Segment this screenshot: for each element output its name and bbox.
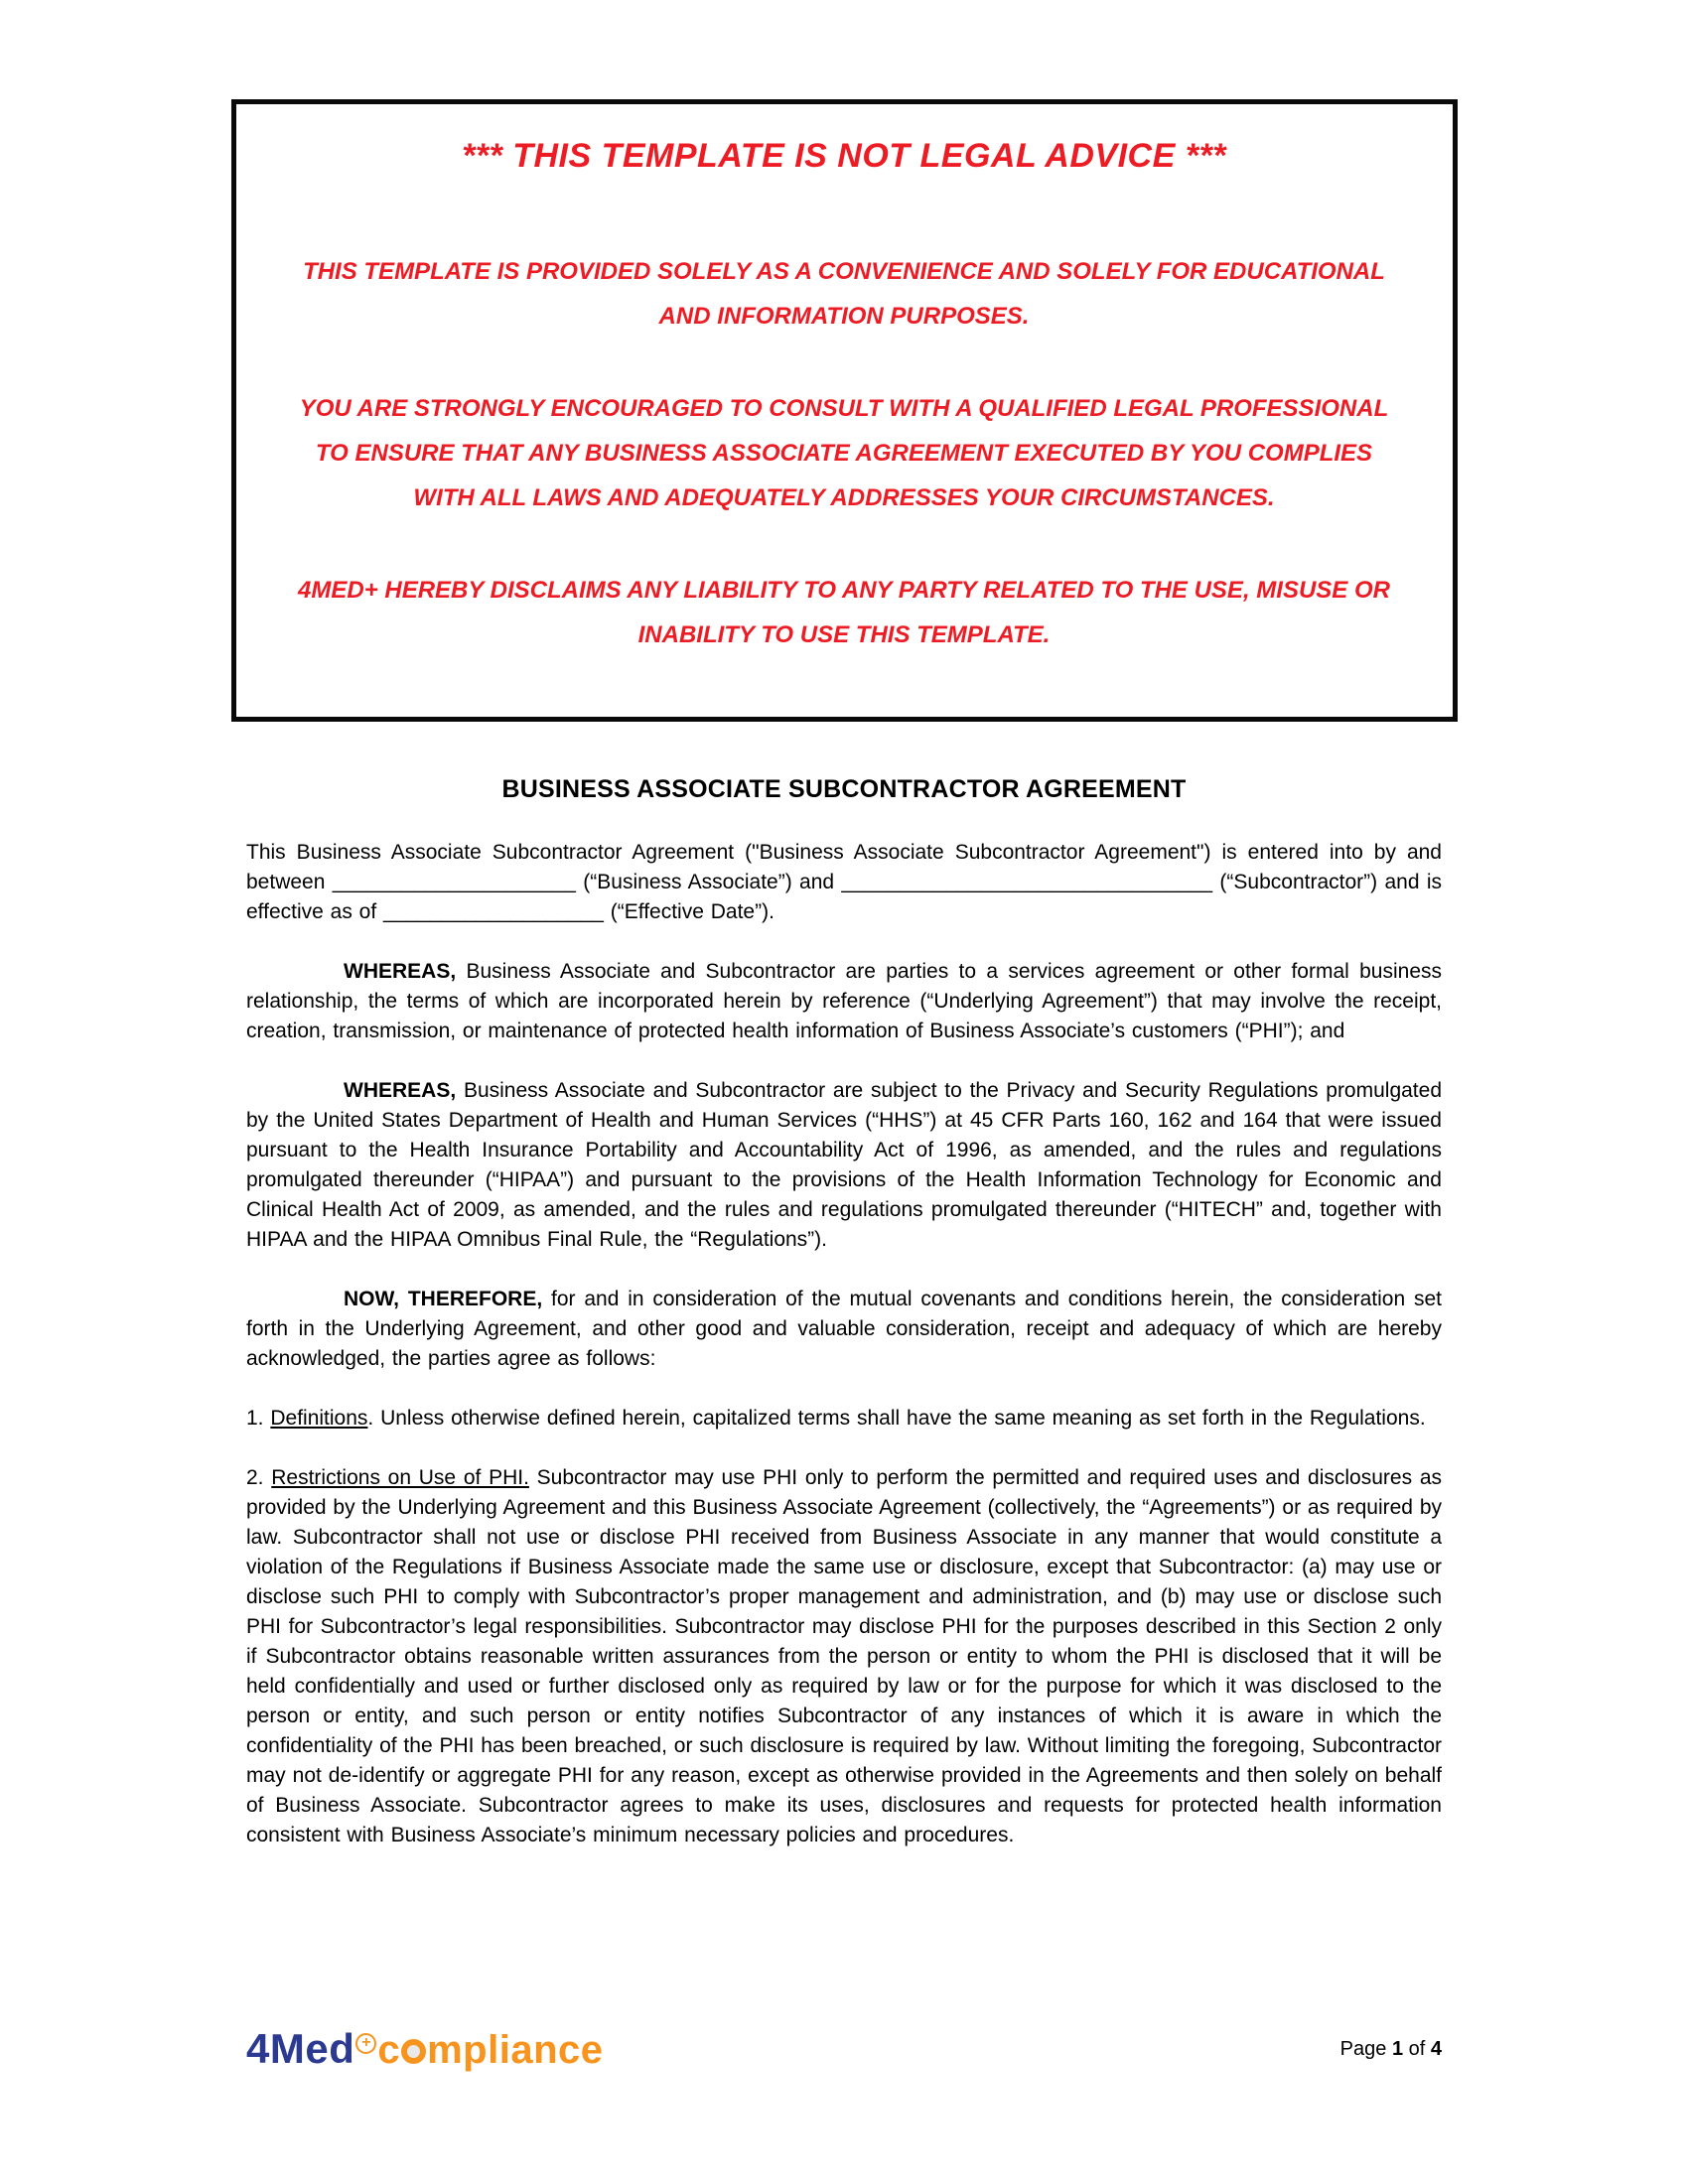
4med-compliance-logo <box>246 2025 604 2073</box>
text-segment: Business Associate and Subcontractor are parties to a services agreement or other formal business relationship, the terms of which are incorporated herein by reference (“Underlying Agreement”) that may involve the receipt, creation, transmission, or maintenance of protected health information of Business Associate’s customers (“PHI”); and <box>246 960 1442 1042</box>
now-therefore-paragraph <box>246 1285 1442 1374</box>
document-body <box>0 775 1688 1850</box>
logo-plus-icon: + <box>355 2033 376 2054</box>
text-segment: Definitions <box>270 1407 368 1430</box>
disclaimer-paragraph-2: YOU ARE STRONGLY ENCOURAGED TO CONSULT WITH A QUALIFIED LEGAL PROFESSIONAL TO ENSURE THAT ANY BUSINESS ASSOCIATE AGREEMENT EXECUTED BY YOU COMPLIES WITH ALL LAWS AND ADEQUATELY ADDRESSES YOUR CIRCUMSTANCES. <box>299 395 1389 511</box>
logo-c-text: c <box>377 2028 401 2072</box>
disclaimer-paragraph-3: 4MED+ HEREBY DISCLAIMS ANY LIABILITY TO ANY PARTY RELATED TO THE USE, MISUSE OR INABILITY TO USE THIS TEMPLATE. <box>298 577 1390 648</box>
intro-paragraph <box>246 838 1442 927</box>
disclaimer-box <box>231 99 1458 722</box>
logo-4med-text: 4Med <box>246 2025 355 2072</box>
text-segment: WHEREAS, <box>344 1079 457 1102</box>
of-word: of <box>1408 2037 1426 2060</box>
page-current: 1 <box>1391 2037 1404 2060</box>
page-total: 4 <box>1430 2037 1442 2060</box>
logo-o-icon <box>401 2039 426 2064</box>
text-segment: NOW, THEREFORE, <box>344 1288 543 1310</box>
text-segment: 1. <box>246 1407 271 1430</box>
text-segment: . Unless otherwise defined herein, capitalized terms shall have the same meaning as set forth in the Regulations. <box>367 1407 1426 1430</box>
text-segment: WHEREAS, <box>344 960 457 983</box>
page-footer <box>246 2025 1442 2073</box>
logo-mpliance-text: mpliance <box>427 2028 604 2072</box>
text-segment: Restrictions on Use of PHI. <box>271 1466 529 1489</box>
disclaimer-paragraph-1: THIS TEMPLATE IS PROVIDED SOLELY AS A CONVENIENCE AND SOLELY FOR EDUCATIONAL AND INFORMATION PURPOSES. <box>303 258 1385 330</box>
page-word: Page <box>1339 2037 1387 2060</box>
section-1-definitions <box>246 1404 1442 1433</box>
text-segment: 2. <box>246 1466 272 1489</box>
whereas-paragraph-1 <box>246 957 1442 1046</box>
text-segment: This Business Associate Subcontractor Agreement ("Business Associate Subcontractor Agreement") is entered into by and between _____________________ (“Business Associate”) and ________________________________ (“Subcontractor”) and is effective as of ___________________ (“Effective Date”). <box>246 841 1442 923</box>
page-number <box>1340 2038 1442 2061</box>
document-title: BUSINESS ASSOCIATE SUBCONTRACTOR AGREEMENT <box>501 775 1187 803</box>
disclaimer-title: *** THIS TEMPLATE IS NOT LEGAL ADVICE *** <box>462 137 1226 175</box>
text-segment: Subcontractor may use PHI only to perform the permitted and required uses and disclosures as provided by the Underlying Agreement and this Business Associate Agreement (collectively, the “Agreements”) or as required by law. Subcontractor shall not use or disclose PHI received from Business Associate in any manner that would constitute a violation of the Regulations if Business Associate made the same use or disclosure, except that Subcontractor: (a) may use or disclose such PHI to comply with Subcontractor’s proper management and administration, and (b) may use or disclose such PHI for Subcontractor’s legal responsibilities. Subcontractor may disclose PHI for the purposes described in this Section 2 only if Subcontractor obtains reasonable written assurances from the person or entity to whom the PHI is disclosed that it will be held confidentially and used or further disclosed only as required by law or for the purpose for which it was disclosed to the person or entity, and such person or entity notifies Subcontractor of any instances of which it is aware in which the confidentiality of the PHI has been breached, or such disclosure is required by law. Without limiting the foregoing, Subcontractor may not de-identify or aggregate PHI for any reason, except as otherwise provided in the Agreements and then solely on behalf of Business Associate. Subcontractor agrees to make its uses, disclosures and requests for protected health information consistent with Business Associate’s minimum necessary policies and procedures. <box>246 1466 1442 1846</box>
text-segment: for and in consideration of the mutual covenants and conditions herein, the consideration set forth in the Underlying Agreement, and other good and valuable consideration, receipt and adequacy of which are hereby acknowledged, the parties agree as follows: <box>246 1288 1442 1370</box>
section-2-restrictions <box>246 1463 1442 1850</box>
whereas-paragraph-2 <box>246 1076 1442 1255</box>
text-segment: Business Associate and Subcontractor are subject to the Privacy and Security Regulations promulgated by the United States Department of Health and Human Services (“HHS”) at 45 CFR Parts 160, 162 and 164 that were issued pursuant to the Health Insurance Portability and Accountability Act of 1996, as amended, and the rules and regulations promulgated thereunder (“HIPAA”) and pursuant to the provisions of the Health Information Technology for Economic and Clinical Health Act of 2009, as amended, and the rules and regulations promulgated thereunder (“HITECH” and, together with HIPAA and the HIPAA Omnibus Final Rule, the “Regulations”). <box>246 1079 1442 1251</box>
